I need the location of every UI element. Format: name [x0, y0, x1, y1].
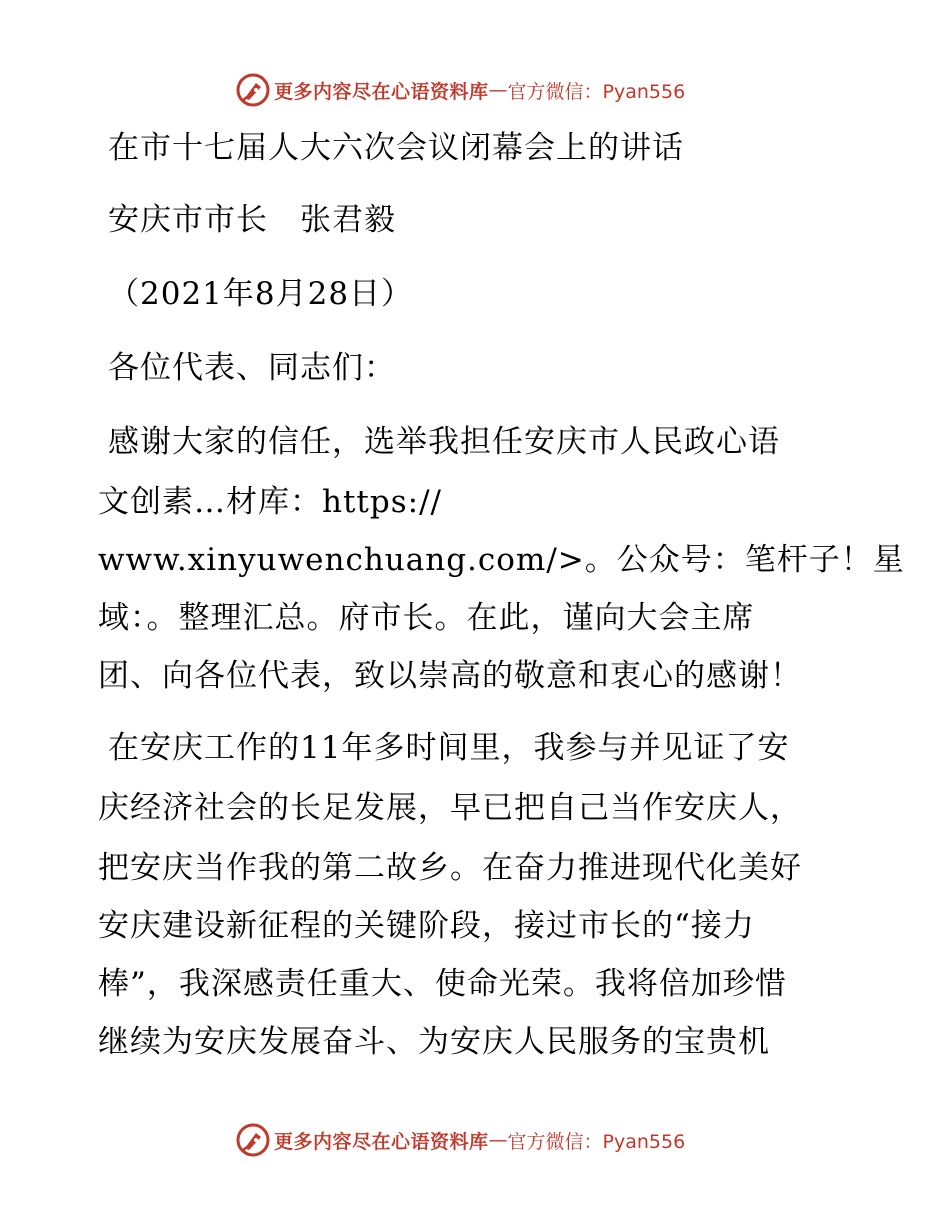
document-salutation: 各位代表、同志们： — [108, 350, 396, 386]
watermark-account: 官方微信：Pyan556 — [507, 1130, 686, 1153]
watermark-text: 更多内容尽在心语资料库 — [274, 80, 489, 103]
footer-watermark — [236, 1122, 685, 1158]
paragraph1-line5: 团、向各位代表，致以崇高的敬意和衷心的感谢！ — [98, 658, 802, 694]
document-date: （2021年8月28日） — [108, 276, 414, 312]
header-watermark — [236, 72, 685, 108]
watermark-separator: — — [488, 79, 508, 101]
paragraph1-line4: 域：。整理汇总。府市长。在此，谨向大会主席 — [98, 600, 755, 636]
paragraph2-line3: 把安庆当作我的第二故乡。在奋力推进现代化美好 — [98, 850, 802, 886]
paragraph2-line5: 棒”，我深感责任重大、使命光荣。我将倍加珍惜 — [98, 966, 787, 1002]
pen-nib-logo-icon — [236, 1123, 270, 1157]
document-author: 安庆市市长 张君毅 — [108, 202, 396, 238]
paragraph2-line2: 庆经济社会的长足发展，早已把自己当作安庆人， — [98, 790, 802, 826]
paragraph2-line4: 安庆建设新征程的关键阶段，接过市长的“接力 — [98, 908, 755, 944]
paragraph1-line3: www.xinyuwenchuang.com/>。公众号：笔杆子！星 — [98, 542, 905, 578]
paragraph2-line1: 在安庆工作的11年多时间里，我参与并见证了安 — [108, 730, 790, 766]
watermark-account: 官方微信：Pyan556 — [507, 80, 686, 103]
document-title: 在市十七届人大六次会议闭幕会上的讲话 — [108, 130, 684, 166]
watermark-text: 更多内容尽在心语资料库 — [274, 1130, 489, 1153]
paragraph1-line1: 感谢大家的信任，选举我担任安庆市人民政心语 — [108, 424, 780, 460]
paragraph2-line6: 继续为安庆发展奋斗、为安庆人民服务的宝贵机 — [98, 1024, 770, 1060]
paragraph1-line2: 文创素…材库：https:// — [98, 484, 442, 520]
watermark-separator: — — [488, 1129, 508, 1151]
pen-nib-logo-icon — [236, 73, 270, 107]
